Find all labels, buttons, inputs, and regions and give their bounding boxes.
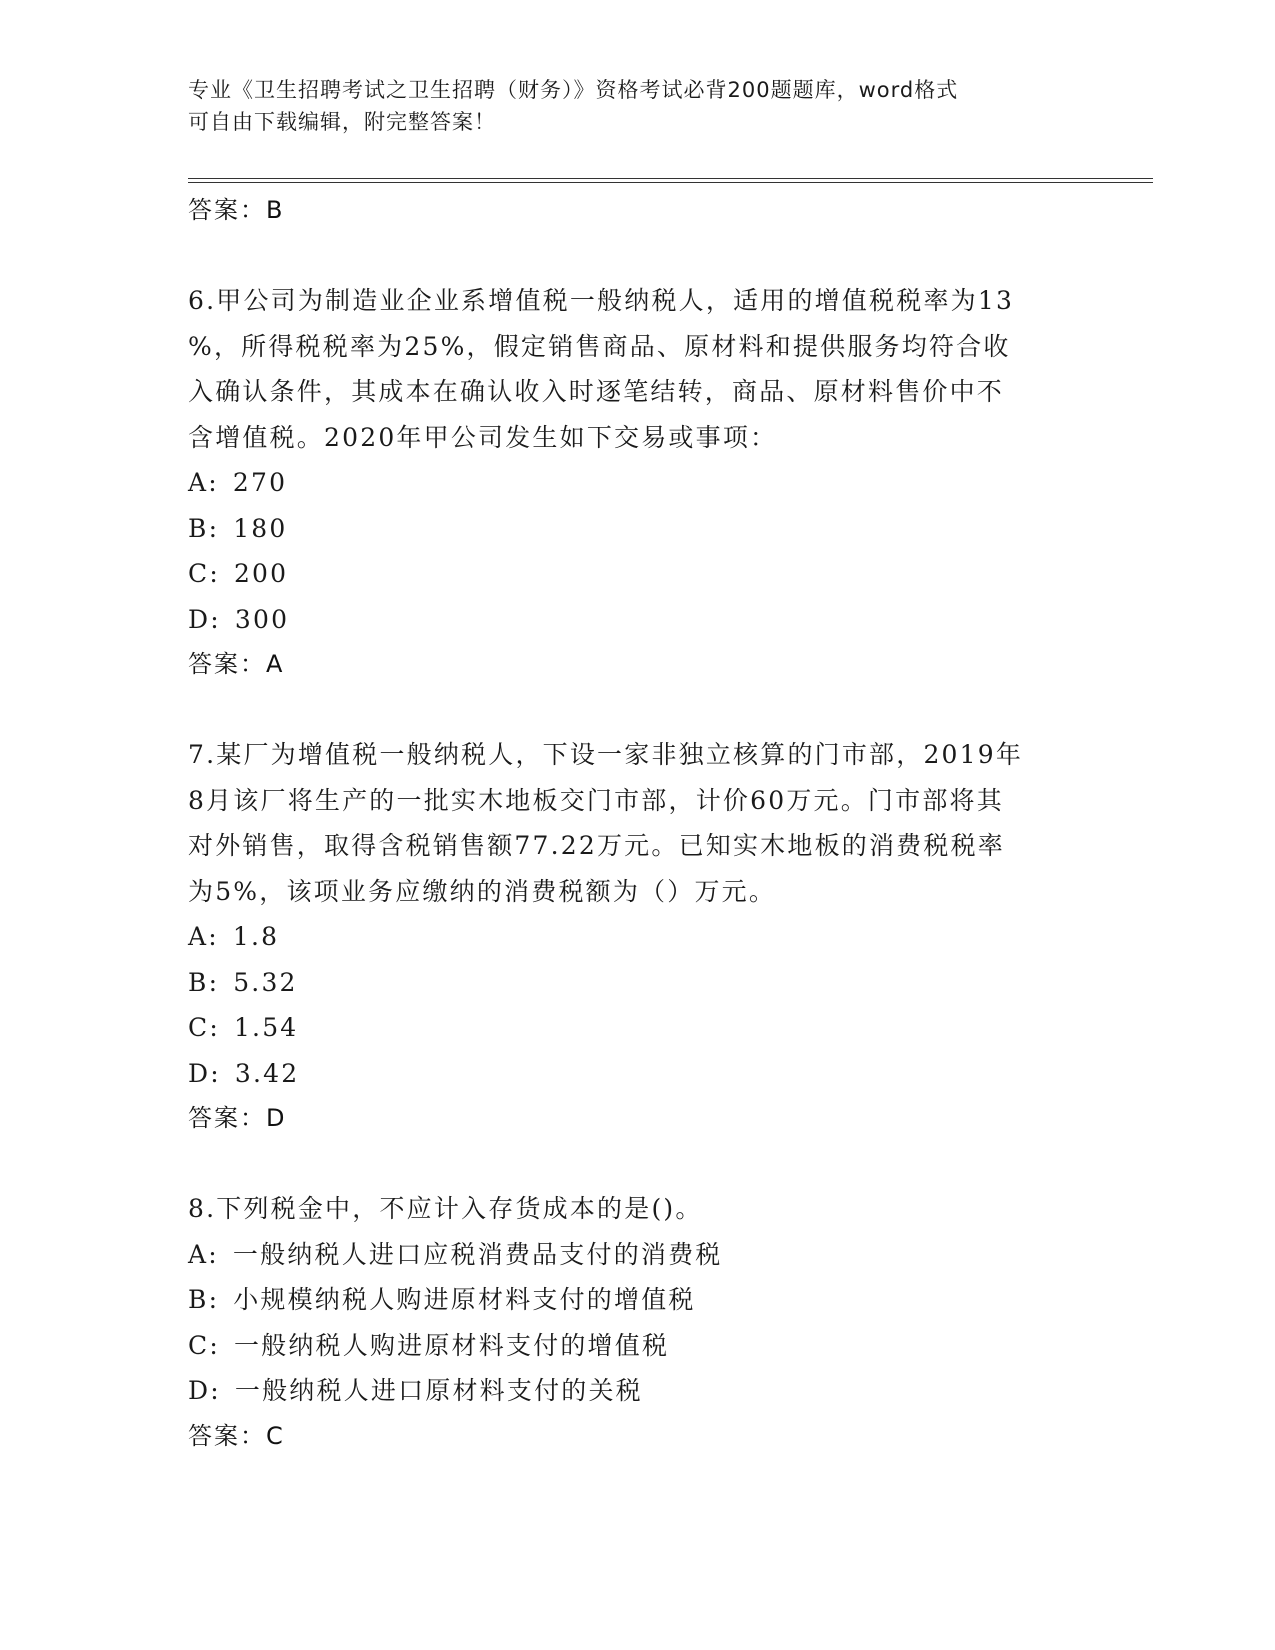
option-d xyxy=(188,597,1088,643)
stem-line: 8月该厂将生产的一批实木地板交门市部，计价60万元。门市部将其 xyxy=(188,785,1004,815)
answer-line xyxy=(188,1414,1088,1459)
question-block xyxy=(188,278,1088,687)
stem-line: 对外销售，取得含税销售额77.22万元。已知实木地板的消费税税率 xyxy=(188,831,1005,860)
option-letter: A: xyxy=(188,1239,219,1269)
header-line-2: 可自由下载编辑，附完整答案！ xyxy=(188,110,496,134)
answer-label: 答案： xyxy=(188,1421,266,1450)
option-d xyxy=(188,1051,1088,1097)
option-text: 一般纳税人购进原材料支付的增值税 xyxy=(233,1330,670,1360)
question-stem xyxy=(188,732,1088,914)
option-a xyxy=(188,1232,1088,1278)
header-divider xyxy=(188,178,1153,183)
option-letter: C: xyxy=(188,559,220,588)
answer-line xyxy=(188,1096,1088,1141)
stem-line: 入确认条件，其成本在确认收入时逐笔结转，商品、原材料售价中不 xyxy=(188,377,1005,406)
option-c xyxy=(188,551,1088,597)
answer-value: B xyxy=(266,196,285,224)
option-b xyxy=(188,506,1088,552)
option-text: 3.42 xyxy=(234,1058,300,1088)
option-d xyxy=(188,1368,1088,1414)
option-text: 5.32 xyxy=(233,967,298,997)
option-letter: D: xyxy=(188,604,221,634)
answer-value: D xyxy=(266,1104,287,1132)
stem-line: 8.下列税金中，不应计入存货成本的是()。 xyxy=(188,1194,703,1223)
question-block xyxy=(188,732,1088,1141)
option-a xyxy=(188,460,1088,506)
option-text: 一般纳税人进口原材料支付的关税 xyxy=(234,1376,643,1405)
answer-label: 答案： xyxy=(188,196,266,224)
answer-label: 答案： xyxy=(188,650,266,678)
question-list xyxy=(188,188,1088,1459)
option-letter: A: xyxy=(188,922,219,951)
answer-line xyxy=(188,188,1088,233)
answer-value: A xyxy=(266,650,285,678)
option-text: 小规模纳税人购进原材料支付的增值税 xyxy=(233,1285,696,1314)
option-text: 一般纳税人进口应税消费品支付的消费税 xyxy=(232,1239,723,1269)
option-letter: B: xyxy=(188,967,220,997)
option-a xyxy=(188,914,1088,960)
option-b xyxy=(188,960,1088,1006)
stem-line: 7.某厂为增值税一般纳税人，下设一家非独立核算的门市部，2019年 xyxy=(188,740,1024,769)
stem-line: %，所得税税率为25%，假定销售商品、原材料和提供服务均符合收 xyxy=(188,331,1011,361)
option-letter: B: xyxy=(188,513,220,543)
answer-line xyxy=(188,642,1088,687)
option-text: 200 xyxy=(233,559,289,588)
option-letter: D: xyxy=(188,1058,221,1088)
option-text: 180 xyxy=(233,513,288,543)
option-letter: D: xyxy=(188,1376,221,1405)
option-text: 270 xyxy=(232,468,288,497)
spacer xyxy=(188,687,1088,732)
stem-line: 为5%，该项业务应缴纳的消费税额为（）万元。 xyxy=(188,876,777,906)
page-header xyxy=(188,74,1068,138)
option-letter: A: xyxy=(188,468,219,497)
option-letter: C: xyxy=(188,1330,220,1360)
header-line-1: 专业《卫生招聘考试之卫生招聘（财务）》资格考试必背200题题库，word格式 xyxy=(188,78,959,102)
spacer xyxy=(188,1141,1088,1186)
option-c xyxy=(188,1323,1088,1369)
stem-line: 含增值税。2020年甲公司发生如下交易或事项： xyxy=(188,422,778,452)
answer-value: C xyxy=(266,1421,285,1450)
question-block xyxy=(188,1186,1088,1459)
option-letter: B: xyxy=(188,1285,220,1314)
option-b xyxy=(188,1277,1088,1323)
option-c xyxy=(188,1005,1088,1051)
option-text: 1.8 xyxy=(232,922,280,951)
option-text: 1.54 xyxy=(233,1013,299,1042)
question-stem xyxy=(188,278,1088,460)
spacer xyxy=(188,233,1088,278)
option-letter: C: xyxy=(188,1013,220,1042)
answer-label: 答案： xyxy=(188,1104,266,1132)
question-stem xyxy=(188,1186,1088,1232)
stem-line: 6.甲公司为制造业企业系增值税一般纳税人，适用的增值税税率为13 xyxy=(188,286,1015,315)
option-text: 300 xyxy=(234,604,290,634)
